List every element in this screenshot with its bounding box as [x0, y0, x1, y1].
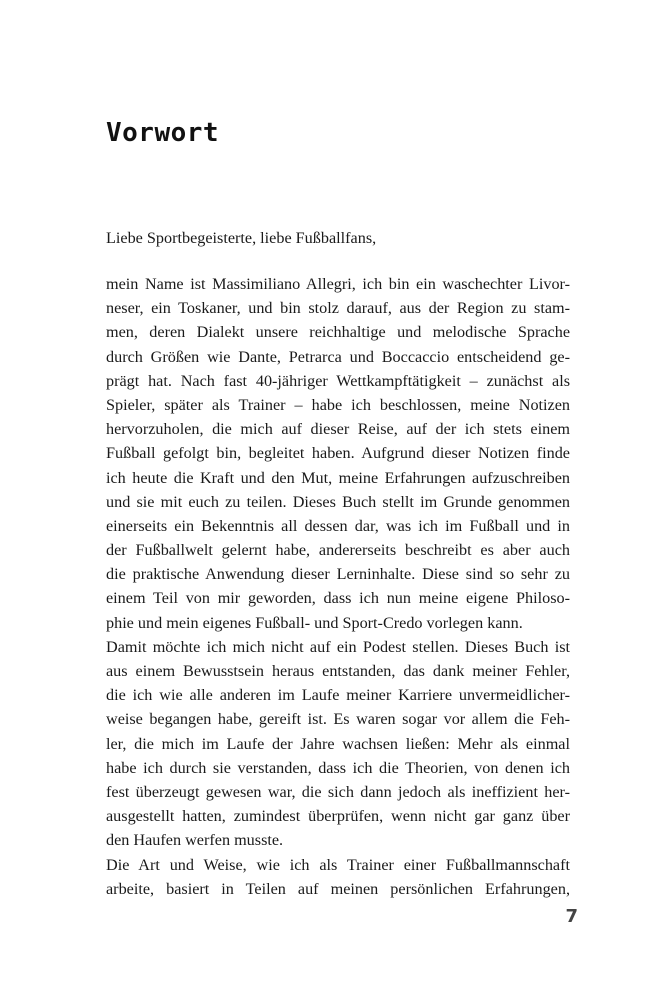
- body-line: mein Name ist Massimiliano Allegri, ich bin ein waschechter Livor-: [106, 275, 570, 293]
- body-line: ich heute die Kraft und den Mut, meine Erfahrungen aufzuschreiben: [106, 468, 570, 487]
- body-line: phie und mein eigenes Fußball- und Sport-Credo vorlegen kann.: [106, 613, 523, 632]
- body-line: fest überzeugt gewesen war, die sich dann jedoch als ineffizient her-: [106, 782, 570, 801]
- body-line: und sie mit euch zu teilen. Dieses Buch stellt im Grunde genommen: [106, 492, 570, 511]
- body-line: die ich wie alle anderen im Laufe meiner Karriere unvermeidlicher-: [106, 686, 570, 705]
- body-line: den Haufen werfen musste.: [106, 831, 284, 850]
- body-line: men, deren Dialekt unsere reichhaltige und melodische Sprache: [106, 323, 570, 342]
- body-line: hervorzuholen, die mich auf dieser Reise, auf der ich stets einem: [106, 420, 570, 439]
- body-text: [106, 272, 570, 901]
- body-line: der Fußballwelt gelernt habe, andererseits beschreibt es aber auch: [106, 541, 570, 560]
- body-line: habe ich durch sie verstanden, dass ich die Theorien, von denen ich: [106, 758, 570, 777]
- body-line: Fußball gefolgt bin, begleitet haben. Aufgrund dieser Notizen finde: [106, 444, 570, 463]
- salutation: Liebe Sportbegeisterte, liebe Fußballfans,: [106, 229, 377, 247]
- body-line: Die Art und Weise, wie ich als Trainer einer Fußballmannschaft: [106, 855, 570, 874]
- body-line: arbeite, basiert in Teilen auf meinen persönlichen Erfahrungen,: [106, 879, 570, 898]
- body-line: einerseits ein Bekenntnis all dessen dar, was ich im Fußball und in: [106, 516, 570, 535]
- body-line: neser, ein Toskaner, und bin stolz darauf, aus der Region zu stam-: [106, 299, 570, 318]
- page-number: 7: [565, 906, 578, 927]
- body-line: durch Größen wie Dante, Petrarca und Boccaccio entscheidend ge-: [106, 347, 570, 366]
- body-line: ler, die mich im Laufe der Jahre wachsen ließen: Mehr als einmal: [106, 734, 570, 753]
- body-line: einem Teil von mir geworden, dass ich nun meine eigene Philoso-: [106, 589, 570, 608]
- body-line: Damit möchte ich mich nicht auf ein Podest stellen. Dieses Buch ist: [106, 637, 570, 656]
- body-line: weise begangen habe, gereift ist. Es waren sogar vor allem die Feh-: [106, 710, 570, 729]
- body-line: prägt hat. Nach fast 40-jähriger Wettkampftätigkeit – zunächst als: [106, 371, 570, 390]
- body-line: die praktische Anwendung dieser Lerninhalte. Diese sind so sehr zu: [106, 565, 570, 584]
- body-line: Spieler, später als Trainer – habe ich beschlossen, meine Notizen: [106, 395, 570, 414]
- body-line: ausgestellt hatten, zumindest überprüfen, wenn nicht gar ganz über: [106, 807, 570, 826]
- body-line: aus einem Bewusstsein heraus entstanden, das dank meiner Fehler,: [106, 662, 570, 680]
- chapter-title: Vorwort: [106, 118, 220, 148]
